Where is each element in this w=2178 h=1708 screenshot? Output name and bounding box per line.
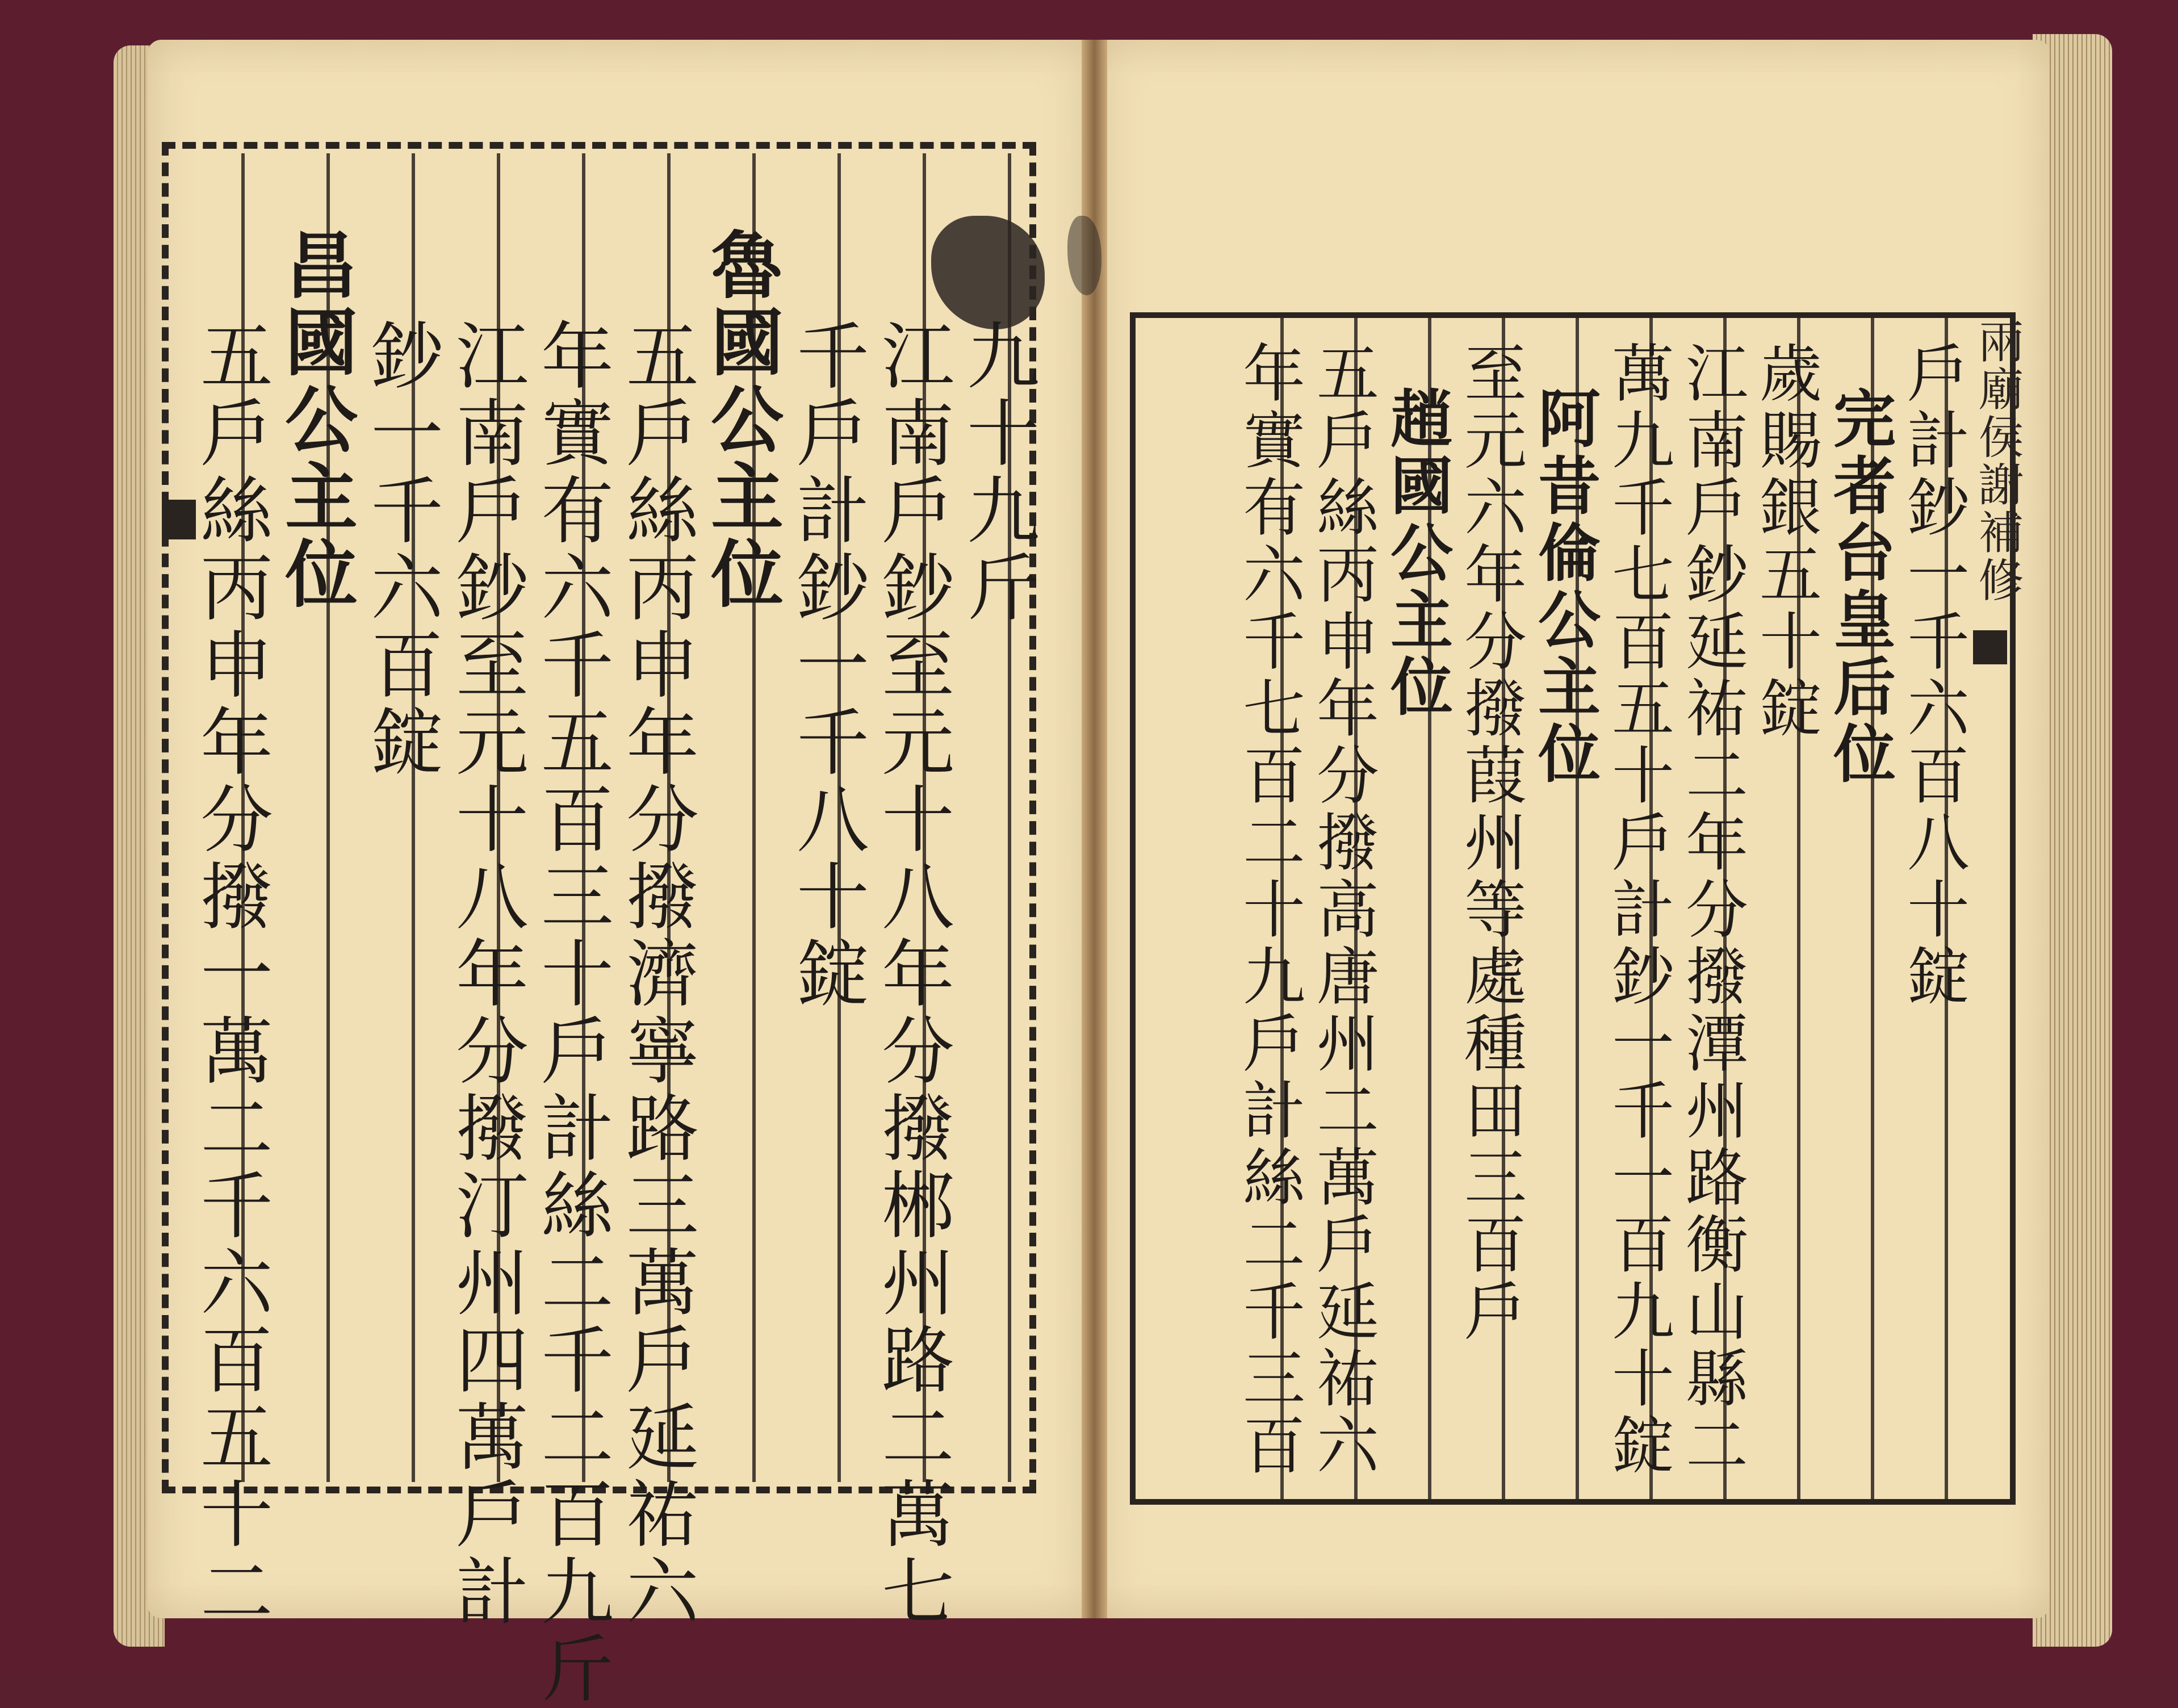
text-column: 至元六年分撥葭州等處種田三百戶 bbox=[1454, 341, 1527, 1346]
text-column: 江南戶鈔至元十八年分撥汀州四萬戶計 bbox=[443, 318, 528, 1631]
column-heading: 阿昔倫公主位 bbox=[1528, 386, 1601, 788]
text-column: 江南戶鈔延祐二年分撥潭州路衡山縣二 bbox=[1676, 341, 1748, 1480]
text-column: 戶計鈔一千六百八十錠 bbox=[1897, 341, 1970, 1011]
text-column: 千戶計鈔一千八十錠 bbox=[784, 318, 869, 1013]
text-column: 歲賜銀五十錠 bbox=[1749, 341, 1822, 743]
column-heading: 昌國公主位 bbox=[273, 227, 358, 613]
text-column: 五戶絲丙申年分撥濟寧路三萬戶延祐六 bbox=[614, 318, 698, 1631]
text-column: 五戶絲丙申年分撥一萬二千六百五十二 bbox=[188, 318, 273, 1631]
text-column: 年實有六千五百三十戶計絲二千二百九斤 bbox=[529, 318, 613, 1708]
column-heading: 完者台皇后位 bbox=[1823, 386, 1896, 788]
text-column: 萬九千七百五十戶計鈔一千一百九十錠 bbox=[1602, 341, 1674, 1480]
fold-side-label: 兩廟侯謝補修 bbox=[1971, 318, 2024, 604]
text-column: 五戶絲丙申年分撥高唐州二萬戶延祐六 bbox=[1306, 341, 1379, 1480]
text-column: 江南戶鈔至元十八年分撥郴州路二萬七 bbox=[869, 318, 954, 1631]
fold-tab-mark bbox=[1973, 630, 2007, 664]
column-heading: 趙國公主位 bbox=[1380, 386, 1454, 721]
column-heading: 魯國公主位 bbox=[698, 227, 784, 613]
text-column: 鈔一千六百錠 bbox=[358, 318, 443, 781]
text-column: 年實有六千七百二十九戶計絲二千三百 bbox=[1233, 341, 1305, 1480]
text-column: 九十九斤 bbox=[954, 318, 1039, 627]
